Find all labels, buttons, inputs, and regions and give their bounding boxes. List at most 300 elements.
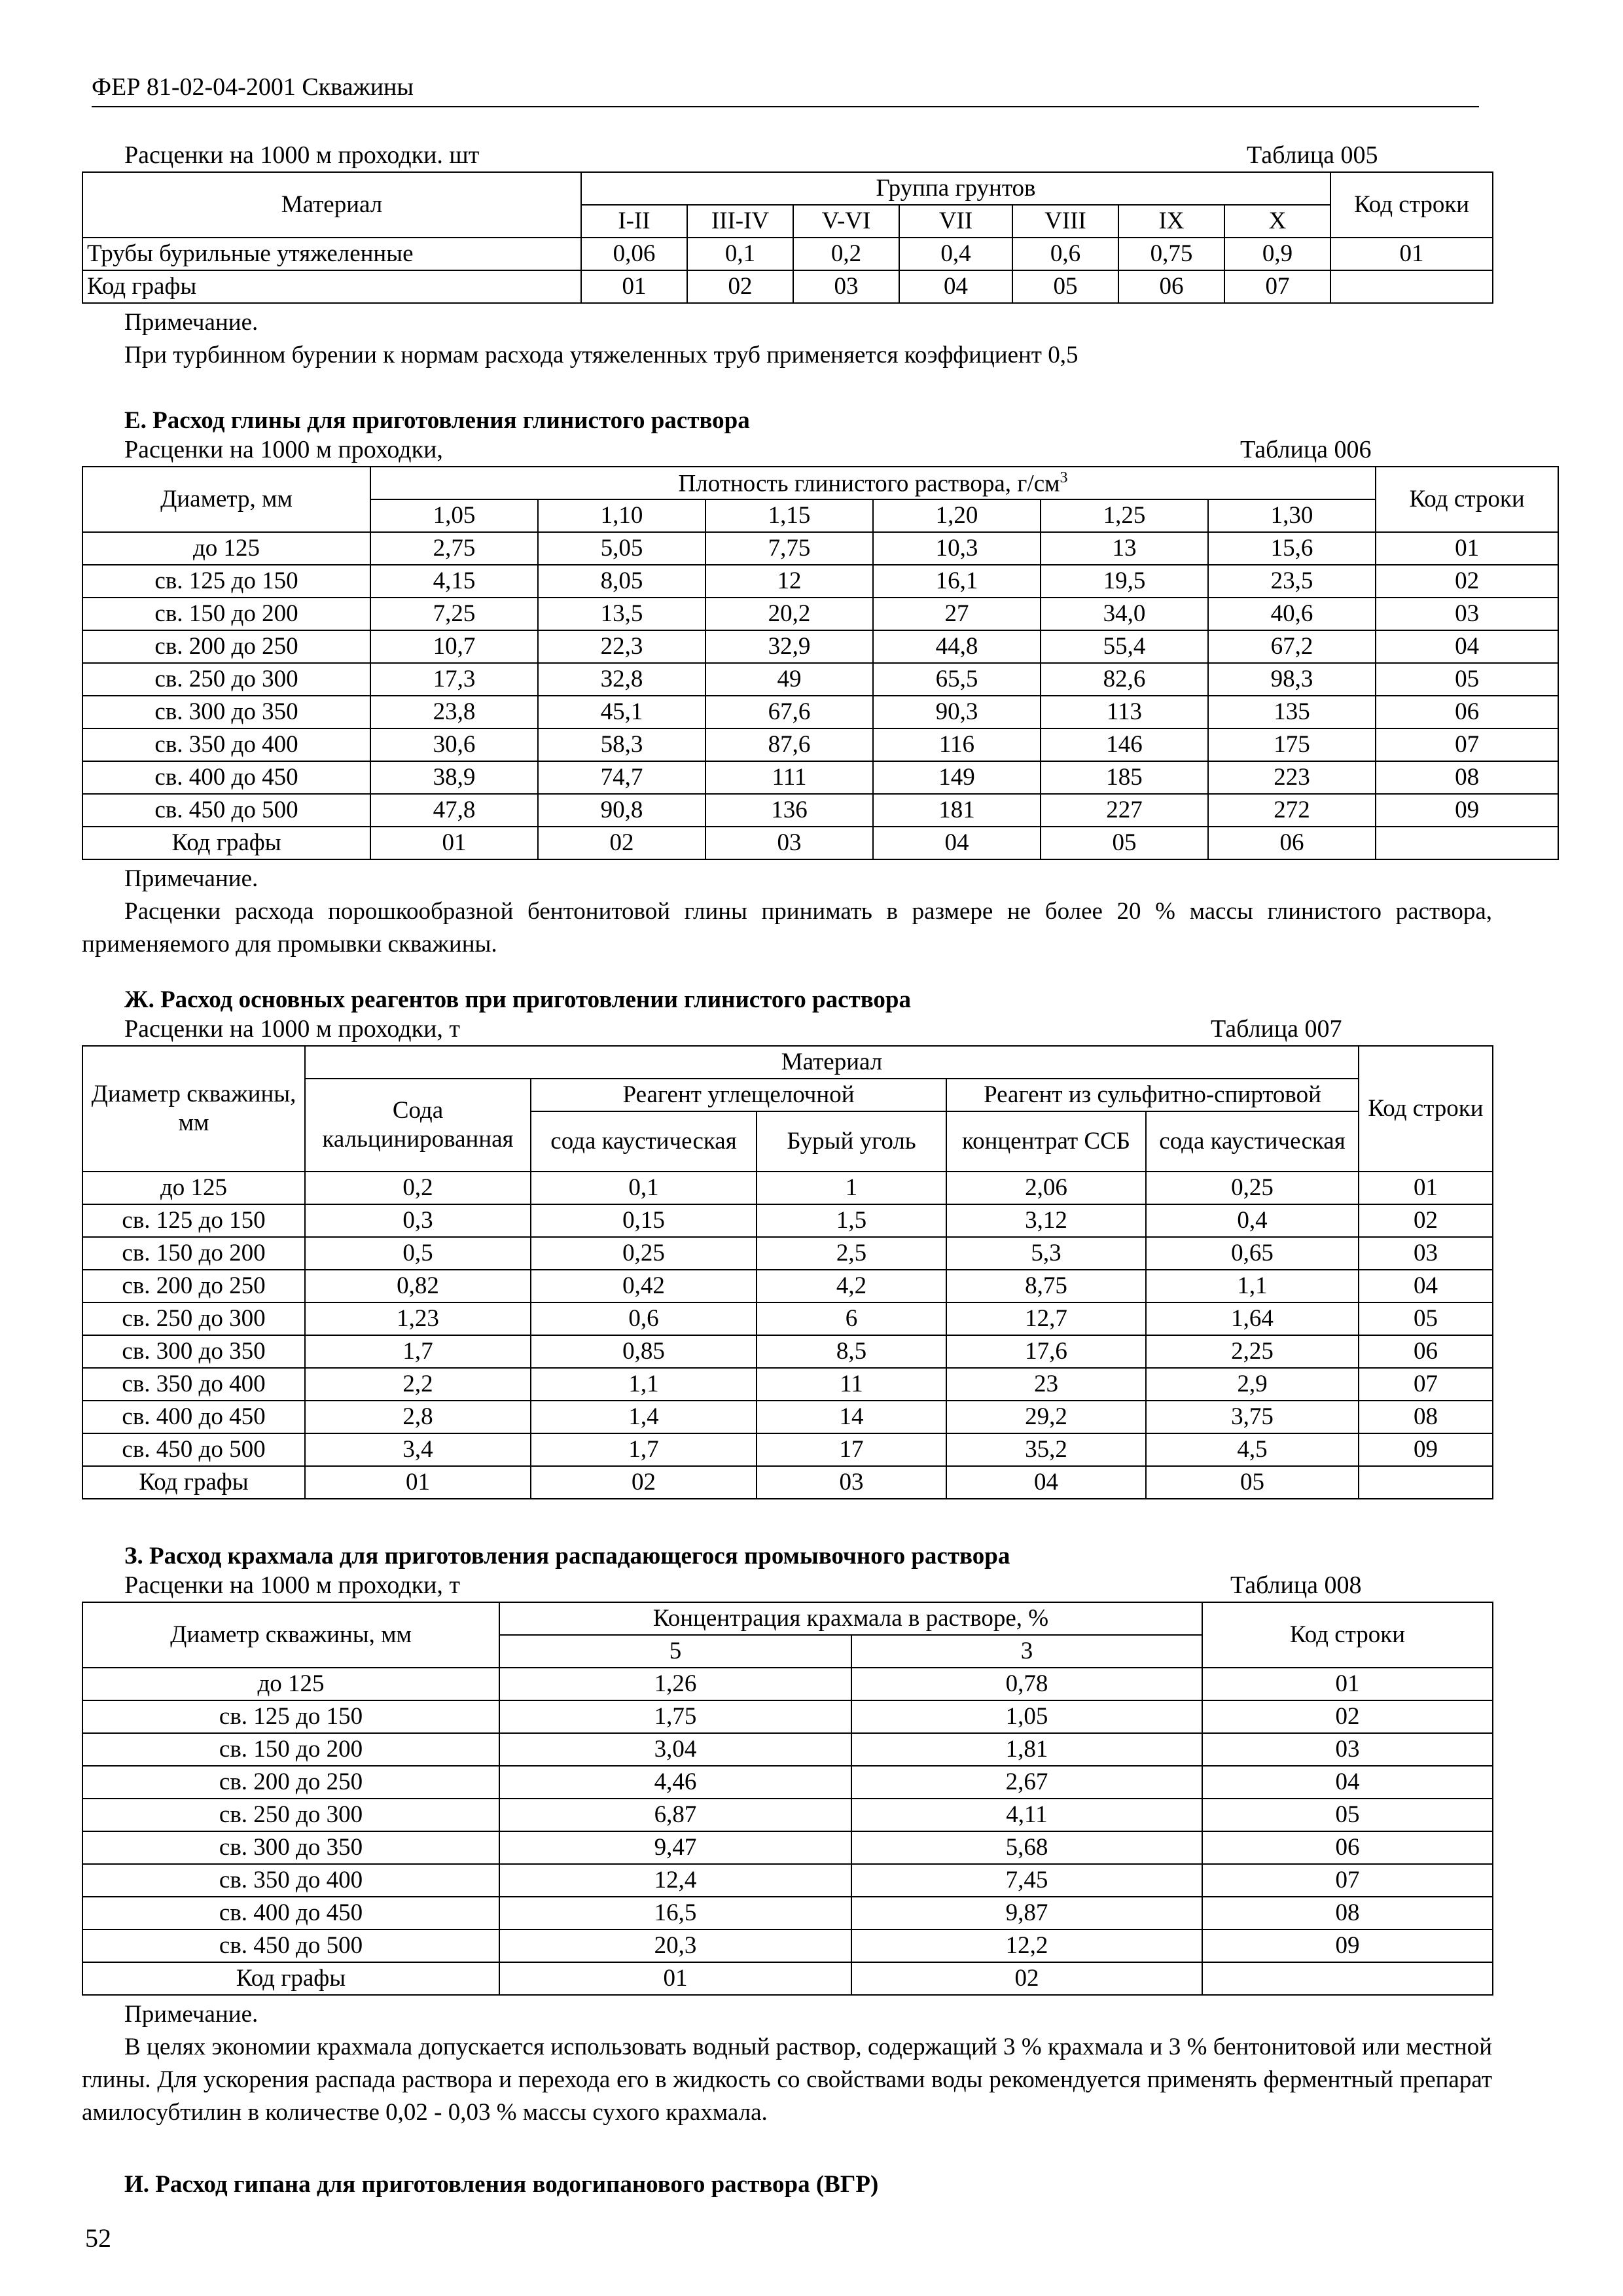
value-cell: 4,11: [851, 1799, 1202, 1831]
row-code: 05: [1202, 1799, 1493, 1831]
value-cell: 149: [873, 761, 1041, 794]
value-cell: 1,5: [757, 1204, 946, 1237]
reagent-coal-alkali-header: Реагент углещелочной: [531, 1079, 946, 1111]
value-cell: 175: [1208, 728, 1376, 761]
value-cell: 0,9: [1224, 238, 1330, 270]
density-label: 1,30: [1208, 499, 1376, 532]
concentration-header: Концентрация крахмала в растворе, %: [499, 1602, 1202, 1635]
value-cell: 3,04: [499, 1733, 851, 1766]
table-row: [82, 1237, 1493, 1270]
value-cell: 1,7: [305, 1335, 531, 1368]
value-cell: 1,75: [499, 1700, 851, 1733]
diameter-range: св. 250 до 300: [82, 1799, 499, 1831]
diameter-range: св. 350 до 400: [82, 728, 370, 761]
table-006-note-title: Примечание.: [124, 865, 259, 892]
value-cell: 272: [1208, 794, 1376, 827]
value-cell: 113: [1041, 696, 1208, 728]
section-zh-title: Ж. Расход основных реагентов при приготовлении глинистого раствора: [124, 986, 911, 1013]
soil-group-label: IX: [1118, 205, 1224, 238]
value-cell: 0,42: [531, 1270, 757, 1302]
value-cell: 49: [705, 663, 873, 696]
code-header: Код строки: [1359, 1046, 1493, 1172]
value-cell: 32,8: [538, 663, 705, 696]
value-cell: 0,4: [899, 238, 1012, 270]
diameter-range: св. 125 до 150: [82, 1700, 499, 1733]
table-row: [82, 1766, 1493, 1799]
value-cell: 136: [705, 794, 873, 827]
column-code-label: Код графы: [82, 1466, 305, 1499]
row-code: 07: [1202, 1864, 1493, 1897]
table-006-block: [82, 406, 1525, 961]
column-code: 05: [1146, 1466, 1359, 1499]
value-cell: 15,6: [1208, 532, 1376, 565]
value-cell: 181: [873, 794, 1041, 827]
diameter-range: св. 350 до 400: [82, 1864, 499, 1897]
table-row: [82, 728, 1558, 761]
diameter-range: св. 250 до 300: [82, 663, 370, 696]
column-code: 03: [793, 270, 899, 303]
diameter-header: Диаметр скважины, мм: [82, 1602, 499, 1668]
diameter-range: св. 300 до 350: [82, 1335, 305, 1368]
diameter-range: св. 200 до 250: [82, 1270, 305, 1302]
table-row: [82, 1668, 1493, 1700]
row-code: 08: [1376, 761, 1558, 794]
value-cell: 1,7: [531, 1433, 757, 1466]
material-header: Материал: [82, 172, 581, 238]
value-cell: 23: [946, 1368, 1146, 1401]
value-cell: 22,3: [538, 630, 705, 663]
table-008-label: Таблица 008: [1230, 1571, 1362, 1599]
value-cell: 0,6: [1012, 238, 1118, 270]
diameter-range: св. 200 до 250: [82, 630, 370, 663]
diameter-range: св. 150 до 200: [82, 1733, 499, 1766]
diameter-range: св. 300 до 350: [82, 696, 370, 728]
value-cell: 98,3: [1208, 663, 1376, 696]
table-row: [82, 1401, 1493, 1433]
soil-group-label: VII: [899, 205, 1012, 238]
value-cell: 2,5: [757, 1237, 946, 1270]
table-006-label: Таблица 006: [1240, 436, 1372, 463]
value-cell: 1,4: [531, 1401, 757, 1433]
row-code: 06: [1359, 1335, 1493, 1368]
row-code: 07: [1359, 1368, 1493, 1401]
value-cell: 0,25: [1146, 1172, 1359, 1204]
soil-group-label: III-IV: [687, 205, 793, 238]
table-row: [82, 532, 1558, 565]
value-cell: 0,3: [305, 1204, 531, 1237]
table-row: [82, 238, 1493, 270]
row-code: 07: [1376, 728, 1558, 761]
column-code-row: [82, 270, 1493, 303]
value-cell: 8,75: [946, 1270, 1146, 1302]
value-cell: 17,3: [370, 663, 538, 696]
value-cell: 0,15: [531, 1204, 757, 1237]
row-code: 09: [1202, 1929, 1493, 1962]
diameter-range: св. 125 до 150: [82, 565, 370, 598]
value-cell: 74,7: [538, 761, 705, 794]
value-cell: 40,6: [1208, 598, 1376, 630]
value-cell: 23,8: [370, 696, 538, 728]
value-cell: 2,75: [370, 532, 538, 565]
value-cell: 2,25: [1146, 1335, 1359, 1368]
value-cell: 34,0: [1041, 598, 1208, 630]
row-code: 03: [1359, 1237, 1493, 1270]
value-cell: 9,47: [499, 1831, 851, 1864]
material-subheader: сода каустическая: [531, 1111, 757, 1172]
diameter-range: до 125: [82, 1668, 499, 1700]
table-006-note-text: Расценки расхода порошкообразной бентонитовой глины принимать в размере не более 20 % массы глинистого раствора, применяемого для промывки скважины.: [82, 897, 1492, 958]
value-cell: 0,2: [305, 1172, 531, 1204]
table-008-note-title: Примечание.: [124, 2001, 259, 2028]
column-code: 01: [581, 270, 687, 303]
value-cell: 1,81: [851, 1733, 1202, 1766]
diameter-range: св. 350 до 400: [82, 1368, 305, 1401]
value-cell: 44,8: [873, 630, 1041, 663]
value-cell: 13: [1041, 532, 1208, 565]
row-code: 01: [1202, 1668, 1493, 1700]
table-005: [82, 171, 1493, 304]
density-label: 1,10: [538, 499, 705, 532]
row-code: 01: [1376, 532, 1558, 565]
column-code: 04: [873, 827, 1041, 859]
value-cell: 82,6: [1041, 663, 1208, 696]
table-005-caption: Расценки на 1000 м проходки. шт: [124, 141, 480, 169]
value-cell: 14: [757, 1401, 946, 1433]
value-cell: 2,67: [851, 1766, 1202, 1799]
column-code: 05: [1012, 270, 1118, 303]
table-007: [82, 1045, 1493, 1499]
table-row: [82, 1700, 1493, 1733]
value-cell: 55,4: [1041, 630, 1208, 663]
row-code: 04: [1202, 1766, 1493, 1799]
diameter-range: св. 125 до 150: [82, 1204, 305, 1237]
value-cell: 1,26: [499, 1668, 851, 1700]
code-header: Код строки: [1202, 1602, 1493, 1668]
row-code: 01: [1330, 238, 1493, 270]
value-cell: 35,2: [946, 1433, 1146, 1466]
value-cell: 20,3: [499, 1929, 851, 1962]
value-cell: 29,2: [946, 1401, 1146, 1433]
value-cell: 0,06: [581, 238, 687, 270]
table-row: [82, 598, 1558, 630]
value-cell: 23,5: [1208, 565, 1376, 598]
empty-cell: [1202, 1962, 1493, 1995]
column-code: 02: [538, 827, 705, 859]
diameter-range: св. 250 до 300: [82, 1302, 305, 1335]
value-cell: 0,1: [687, 238, 793, 270]
value-cell: 6: [757, 1302, 946, 1335]
value-cell: 47,8: [370, 794, 538, 827]
soil-group-label: VIII: [1012, 205, 1118, 238]
column-code: 02: [851, 1962, 1202, 1995]
table-007-block: [82, 985, 1492, 1499]
value-cell: 0,2: [793, 238, 899, 270]
value-cell: 12,7: [946, 1302, 1146, 1335]
table-005-label: Таблица 005: [1247, 141, 1378, 169]
diameter-range: св. 400 до 450: [82, 1401, 305, 1433]
value-cell: 3,75: [1146, 1401, 1359, 1433]
value-cell: 32,9: [705, 630, 873, 663]
soil-group-label: V-VI: [793, 205, 899, 238]
row-code: 06: [1376, 696, 1558, 728]
column-code: 01: [499, 1962, 851, 1995]
value-cell: 3,4: [305, 1433, 531, 1466]
diameter-header: Диаметр скважины, мм: [82, 1046, 305, 1172]
density-label: 1,25: [1041, 499, 1208, 532]
table-008-caption: Расценки на 1000 м проходки, т: [124, 1571, 461, 1599]
row-code: 04: [1376, 630, 1558, 663]
value-cell: 223: [1208, 761, 1376, 794]
column-code: 03: [705, 827, 873, 859]
value-cell: 0,4: [1146, 1204, 1359, 1237]
value-cell: 10,3: [873, 532, 1041, 565]
material-subheader: сода каустическая: [1146, 1111, 1359, 1172]
table-row: [82, 696, 1558, 728]
density-label: 1,05: [370, 499, 538, 532]
empty-cell: [1330, 270, 1493, 303]
value-cell: 8,05: [538, 565, 705, 598]
column-code: 01: [305, 1466, 531, 1499]
column-code-label: Код графы: [82, 270, 581, 303]
value-cell: 10,7: [370, 630, 538, 663]
row-code: 02: [1202, 1700, 1493, 1733]
diameter-range: св. 150 до 200: [82, 1237, 305, 1270]
value-cell: 0,78: [851, 1668, 1202, 1700]
column-code: 05: [1041, 827, 1208, 859]
table-005-note-text: При турбинном бурении к нормам расхода утяжеленных труб применяется коэффициент 0,5: [124, 341, 1079, 368]
value-cell: 17,6: [946, 1335, 1146, 1368]
diameter-range: св. 150 до 200: [82, 598, 370, 630]
code-header: Код строки: [1330, 172, 1493, 238]
value-cell: 185: [1041, 761, 1208, 794]
value-cell: 5,68: [851, 1831, 1202, 1864]
value-cell: 67,2: [1208, 630, 1376, 663]
table-row: [82, 1368, 1493, 1401]
table-row: [82, 1204, 1493, 1237]
value-cell: 4,5: [1146, 1433, 1359, 1466]
value-cell: 5,05: [538, 532, 705, 565]
value-cell: 20,2: [705, 598, 873, 630]
concentration-label: 3: [851, 1635, 1202, 1668]
value-cell: 17: [757, 1433, 946, 1466]
table-row: [82, 761, 1558, 794]
column-code: 01: [370, 827, 538, 859]
table-007-label: Таблица 007: [1211, 1015, 1342, 1043]
column-code-label: Код графы: [82, 1962, 499, 1995]
column-code-row: [82, 1962, 1493, 1995]
value-cell: 16,1: [873, 565, 1041, 598]
value-cell: 8,5: [757, 1335, 946, 1368]
value-cell: 9,87: [851, 1897, 1202, 1929]
value-cell: 45,1: [538, 696, 705, 728]
diameter-header: Диаметр, мм: [82, 467, 370, 532]
diameter-range: до 125: [82, 1172, 305, 1204]
section-e-title: Е. Расход глины для приготовления глинистого раствора: [124, 407, 750, 434]
diameter-range: св. 400 до 450: [82, 761, 370, 794]
soda-calcined-header: Сода кальцинированная: [305, 1079, 531, 1172]
value-cell: 4,46: [499, 1766, 851, 1799]
table-007-caption: Расценки на 1000 м проходки, т: [124, 1015, 461, 1043]
column-code: 02: [531, 1466, 757, 1499]
density-label: 1,20: [873, 499, 1041, 532]
value-cell: 7,75: [705, 532, 873, 565]
row-code: 02: [1376, 565, 1558, 598]
value-cell: 12,4: [499, 1864, 851, 1897]
diameter-range: св. 450 до 500: [82, 1433, 305, 1466]
table-row: [82, 1335, 1493, 1368]
column-code: 06: [1208, 827, 1376, 859]
value-cell: 58,3: [538, 728, 705, 761]
table-row: [82, 1302, 1493, 1335]
material-subheader: концентрат ССБ: [946, 1111, 1146, 1172]
table-row: [82, 1172, 1493, 1204]
value-cell: 6,87: [499, 1799, 851, 1831]
column-code: 02: [687, 270, 793, 303]
row-code: 06: [1202, 1831, 1493, 1864]
section-i-title: И. Расход гипана для приготовления водогипанового раствора (ВГР): [124, 2171, 879, 2198]
diameter-range: св. 400 до 450: [82, 1897, 499, 1929]
value-cell: 0,1: [531, 1172, 757, 1204]
table-row: [82, 565, 1558, 598]
soil-group-label: X: [1224, 205, 1330, 238]
density-label: 1,15: [705, 499, 873, 532]
row-code: 05: [1376, 663, 1558, 696]
value-cell: 12: [705, 565, 873, 598]
table-006: [82, 466, 1559, 860]
table-row: [82, 1799, 1493, 1831]
value-cell: 4,2: [757, 1270, 946, 1302]
value-cell: 0,82: [305, 1270, 531, 1302]
diameter-range: св. 300 до 350: [82, 1831, 499, 1864]
density-header: Плотность глинистого раствора, $г/см^3$: [370, 467, 1376, 499]
value-cell: 5,3: [946, 1237, 1146, 1270]
column-code: 04: [946, 1466, 1146, 1499]
reagent-sulfite-alcohol-header: Реагент из сульфитно-спиртовой: [946, 1079, 1359, 1111]
value-cell: 1,1: [531, 1368, 757, 1401]
value-cell: 0,75: [1118, 238, 1224, 270]
table-row: [82, 794, 1558, 827]
value-cell: 7,25: [370, 598, 538, 630]
value-cell: 1,64: [1146, 1302, 1359, 1335]
value-cell: 0,6: [531, 1302, 757, 1335]
value-cell: 0,25: [531, 1237, 757, 1270]
value-cell: 135: [1208, 696, 1376, 728]
column-code-label: Код графы: [82, 827, 370, 859]
section-z-title: З. Расход крахмала для приготовления распадающегося промывочного раствора: [124, 1543, 1010, 1570]
value-cell: 1: [757, 1172, 946, 1204]
concentration-label: 5: [499, 1635, 851, 1668]
value-cell: 1,1: [1146, 1270, 1359, 1302]
value-cell: 0,5: [305, 1237, 531, 1270]
value-cell: 1,05: [851, 1700, 1202, 1733]
column-code: 07: [1224, 270, 1330, 303]
row-code: 02: [1359, 1204, 1493, 1237]
row-code: 04: [1359, 1270, 1493, 1302]
table-row: [82, 1733, 1493, 1766]
value-cell: 2,8: [305, 1401, 531, 1433]
table-008-note-text: В целях экономии крахмала допускается использовать водный раствор, содержащий 3 % крахмала и 3 % бентонитовой или местной глины. Для ускорения распада раствора и перехода его в жидкость со свойствами воды рекомендуется применять ферментный препарат амилосубтилин в количестве 0,02 - 0,03 % массы сухого крахмала.: [82, 2033, 1492, 2126]
diameter-range: св. 450 до 500: [82, 1929, 499, 1962]
value-cell: 0,85: [531, 1335, 757, 1368]
row-code: 08: [1202, 1897, 1493, 1929]
value-cell: 2,2: [305, 1368, 531, 1401]
value-cell: 87,6: [705, 728, 873, 761]
value-cell: 90,3: [873, 696, 1041, 728]
value-cell: 65,5: [873, 663, 1041, 696]
table-row: [82, 1864, 1493, 1897]
table-row: [82, 1831, 1493, 1864]
row-code: 03: [1202, 1733, 1493, 1766]
table-row: [82, 1433, 1493, 1466]
page-number: 52: [85, 2223, 111, 2253]
soil-group-header: Группа грунтов: [581, 172, 1330, 205]
table-005-block: [82, 139, 1492, 372]
value-cell: 11: [757, 1368, 946, 1401]
value-cell: 4,15: [370, 565, 538, 598]
value-cell: 1,23: [305, 1302, 531, 1335]
table-row: [82, 1897, 1493, 1929]
diameter-range: св. 450 до 500: [82, 794, 370, 827]
table-row: [82, 1929, 1493, 1962]
value-cell: 67,6: [705, 696, 873, 728]
table-row: [82, 1270, 1493, 1302]
value-cell: 7,45: [851, 1864, 1202, 1897]
row-code: 09: [1359, 1433, 1493, 1466]
table-005-note-title: Примечание.: [124, 309, 259, 336]
table-008: [82, 1602, 1493, 1996]
value-cell: 16,5: [499, 1897, 851, 1929]
material-subheader: Бурый уголь: [757, 1111, 946, 1172]
column-code: 03: [757, 1466, 946, 1499]
material-name: Трубы бурильные утяжеленные: [82, 238, 581, 270]
empty-cell: [1359, 1466, 1493, 1499]
table-row: [82, 630, 1558, 663]
value-cell: 3,12: [946, 1204, 1146, 1237]
column-code: 04: [899, 270, 1012, 303]
value-cell: 12,2: [851, 1929, 1202, 1962]
empty-cell: [1376, 827, 1558, 859]
row-code: 05: [1359, 1302, 1493, 1335]
row-code: 08: [1359, 1401, 1493, 1433]
value-cell: 27: [873, 598, 1041, 630]
value-cell: 38,9: [370, 761, 538, 794]
value-cell: 0,65: [1146, 1237, 1359, 1270]
table-008-block: [82, 1541, 1492, 2129]
table-006-caption: Расценки на 1000 м проходки,: [124, 436, 443, 463]
value-cell: 19,5: [1041, 565, 1208, 598]
soil-group-label: I-II: [581, 205, 687, 238]
column-code-row: [82, 827, 1558, 859]
material-header: Материал: [305, 1046, 1359, 1079]
value-cell: 90,8: [538, 794, 705, 827]
running-header: ФЕР 81-02-04-2001 Скважины: [92, 72, 1479, 107]
column-code-row: [82, 1466, 1493, 1499]
row-code: 01: [1359, 1172, 1493, 1204]
diameter-range: св. 200 до 250: [82, 1766, 499, 1799]
value-cell: 227: [1041, 794, 1208, 827]
value-cell: 13,5: [538, 598, 705, 630]
value-cell: 116: [873, 728, 1041, 761]
code-header: Код строки: [1376, 467, 1558, 532]
value-cell: 146: [1041, 728, 1208, 761]
column-code: 06: [1118, 270, 1224, 303]
value-cell: 2,06: [946, 1172, 1146, 1204]
table-row: [82, 663, 1558, 696]
diameter-range: до 125: [82, 532, 370, 565]
value-cell: 2,9: [1146, 1368, 1359, 1401]
row-code: 03: [1376, 598, 1558, 630]
row-code: 09: [1376, 794, 1558, 827]
